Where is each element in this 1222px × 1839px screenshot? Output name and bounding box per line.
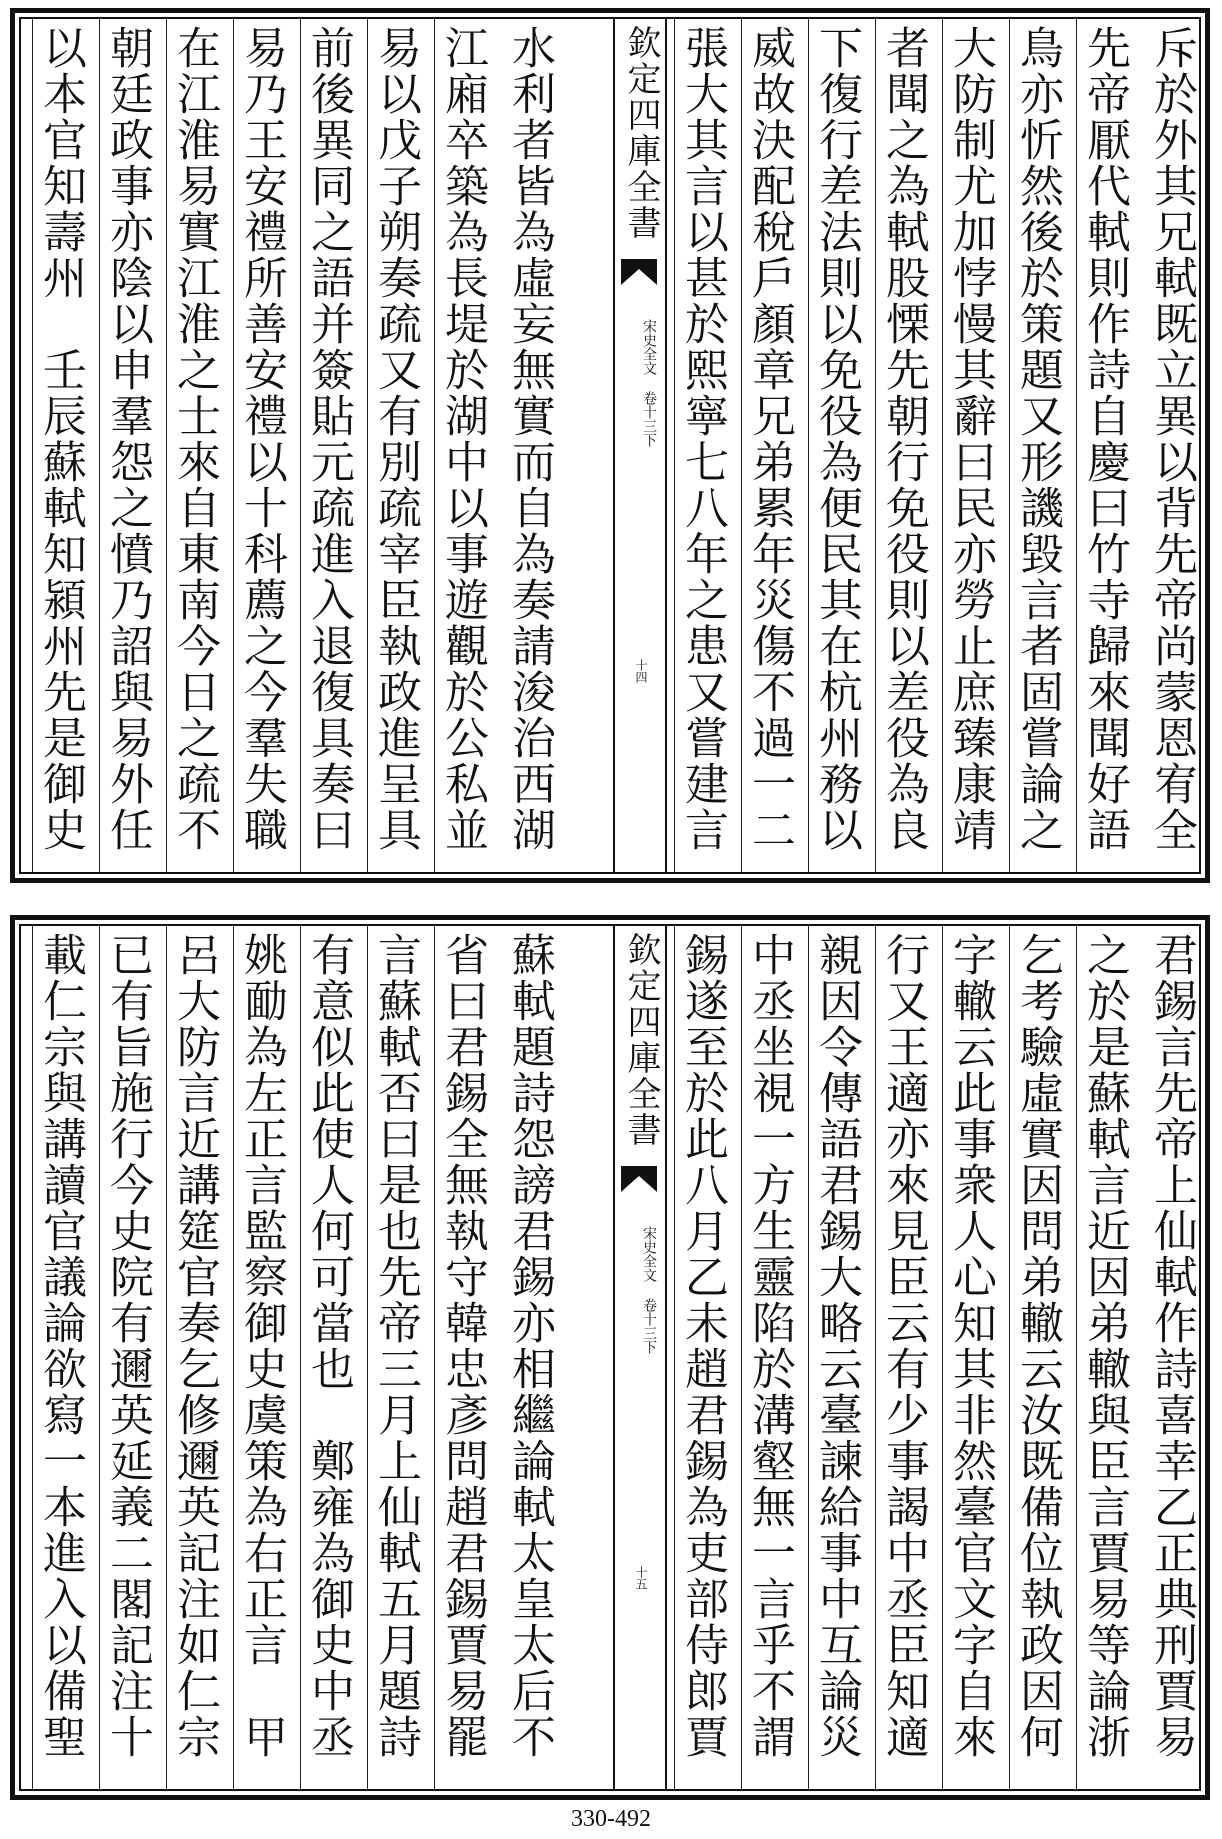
upper-leaf bbox=[10, 8, 1210, 883]
library-title: 欽定四庫全書 bbox=[621, 932, 661, 1148]
book-info: 宋史全文 卷十三下 bbox=[641, 1226, 657, 1354]
text-column: 威故決配稅戶顏章兄弟累年災傷不過一二 bbox=[741, 19, 797, 872]
text-column: 江廂卒築為長堤於湖中以事遊觀於公私並 bbox=[434, 19, 490, 872]
text-column: 載仁宗與講讀官議論欲寫一本進入以備聖 bbox=[32, 926, 88, 1789]
text-column: 者聞之為軾股慄先朝行免役則以差役為良 bbox=[875, 19, 931, 872]
text-column: 易以戊子朔奏疏又有別疏宰臣執政進呈具 bbox=[367, 19, 423, 872]
text-column: 水利者皆為虛妄無實而自為奏請浚治西湖 bbox=[504, 25, 555, 853]
text-column: 省曰君錫全無執守韓忠彥問趙君錫賈易罷 bbox=[434, 926, 490, 1789]
center-fold bbox=[613, 19, 667, 872]
text-column: 前後異同之語并簽貼元疏進入退復具奏曰 bbox=[300, 19, 356, 872]
text-column: 以本官知壽州 壬辰蘇軾知潁州先是御史 bbox=[32, 19, 88, 872]
leaf-number: 十五 bbox=[634, 1566, 648, 1590]
book-info: 宋史全文 卷十三下 bbox=[641, 319, 657, 447]
text-column: 下復行差法則以免役為便民其在杭州務以 bbox=[808, 19, 864, 872]
lower-leaf-frame bbox=[19, 924, 1201, 1791]
lower-leaf bbox=[10, 915, 1210, 1800]
text-column: 斥於外其兄軾既立異以背先帝尚蒙恩宥全 bbox=[1146, 25, 1197, 853]
text-column: 已有旨施行今史院有邇英延義二閣記注十 bbox=[99, 926, 155, 1789]
text-column: 朝廷政事亦陰以申羣怨之憤乃詔與易外任 bbox=[99, 19, 155, 872]
upper-leaf-frame bbox=[19, 17, 1201, 874]
text-column: 親因令傳語君錫大略云臺諫給事中互論災 bbox=[808, 926, 864, 1789]
library-title: 欽定四庫全書 bbox=[621, 25, 661, 241]
text-column: 大防制尤加悖慢其辭曰民亦勞止庶臻康靖 bbox=[942, 19, 998, 872]
lower-right-half bbox=[663, 926, 1199, 1789]
text-column: 乞考驗虛實因問弟轍云汝既備位執政因何 bbox=[1009, 926, 1065, 1789]
text-column: 在江淮易實江淮之士來自東南今日之疏不 bbox=[166, 19, 222, 872]
text-column: 中丞坐視一方生靈陷於溝壑無一言乎不謂 bbox=[741, 926, 797, 1789]
leaf-number: 十四 bbox=[634, 659, 648, 683]
text-column: 之於是蘇軾言近因弟轍與臣言賈易等論浙 bbox=[1076, 926, 1132, 1789]
text-column: 言蘇軾否曰是也先帝三月上仙軾五月題詩 bbox=[367, 926, 423, 1789]
page-number: 330-492 bbox=[571, 1806, 651, 1832]
fish-tail-icon bbox=[621, 259, 657, 285]
text-column: 張大其言以甚於熙寧七八年之患又嘗建言 bbox=[674, 19, 730, 872]
text-column: 蘇軾題詩怨謗君錫亦相繼論軾太皇太后不 bbox=[504, 932, 555, 1760]
fish-tail-icon bbox=[621, 1166, 657, 1192]
upper-right-half bbox=[663, 19, 1199, 872]
text-column: 錫遂至於此八月乙未趙君錫為吏部侍郎賈 bbox=[674, 926, 730, 1789]
text-column: 行又王適亦來見臣云有少事謁中丞臣知適 bbox=[875, 926, 931, 1789]
upper-left-half bbox=[21, 19, 557, 872]
text-column: 字轍云此事衆人心知其非然臺官文字自來 bbox=[942, 926, 998, 1789]
text-column: 易乃王安禮所善安禮以十科薦之今羣失職 bbox=[233, 19, 289, 872]
center-fold bbox=[613, 926, 667, 1789]
text-column: 鳥亦忻然後於策題又形譏毀言者固嘗論之 bbox=[1009, 19, 1065, 872]
text-column: 先帝厭代軾則作詩自慶曰竹寺歸來聞好語 bbox=[1076, 19, 1132, 872]
text-column: 姚勔為左正言監察御史虞策為右正言 甲 bbox=[233, 926, 289, 1789]
text-column: 有意似此使人何可當也 鄭雍為御史中丞 bbox=[300, 926, 356, 1789]
text-column: 君錫言先帝上仙軾作詩喜幸乙正典刑賈易 bbox=[1146, 932, 1197, 1760]
text-column: 呂大防言近講筵官奏乞修邇英記注如仁宗 bbox=[166, 926, 222, 1789]
lower-left-half bbox=[21, 926, 557, 1789]
